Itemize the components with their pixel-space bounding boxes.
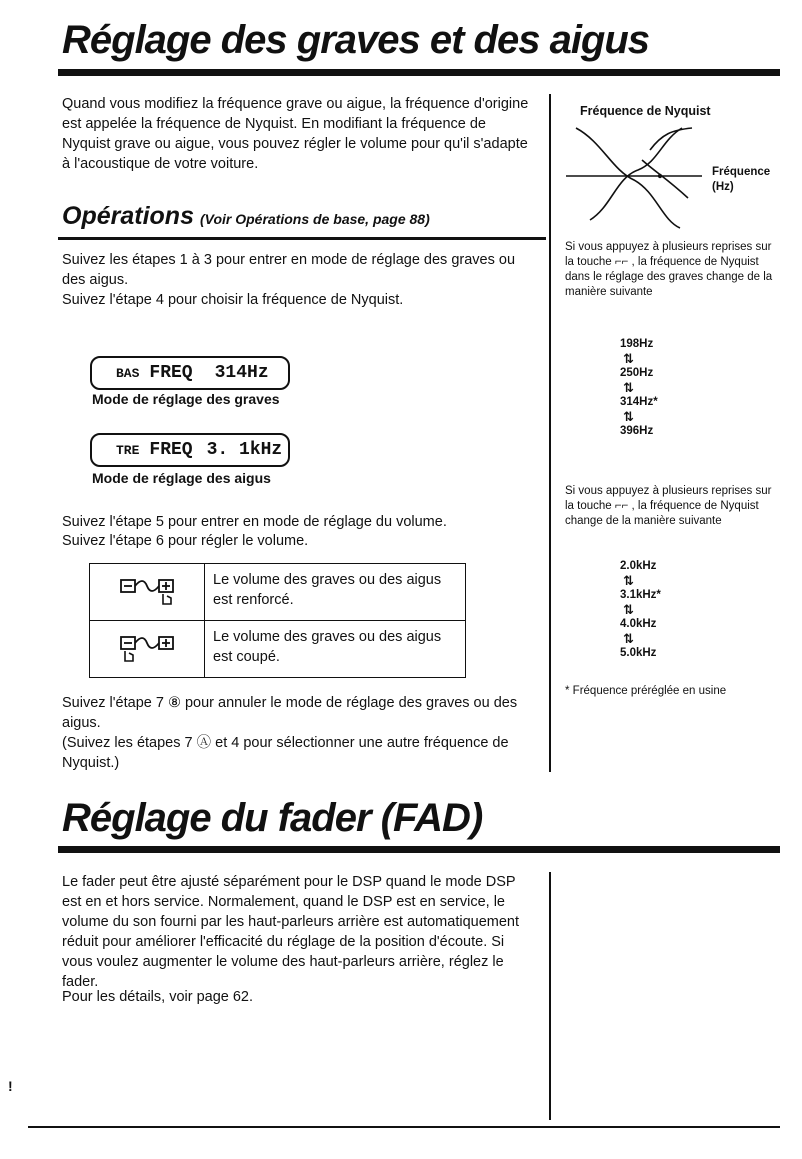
operations-title: Opérations [62,202,194,230]
fader-sidebar-divider [549,872,551,1120]
title-rule [58,69,780,76]
list-item: 250Hz [620,367,654,379]
sidebar-treble-note: Si vous appuyez à plusieurs reprises sur la touche ⌐⌐ , la fréquence de Nyquist change de la manière suivante [565,485,772,527]
operations-rule [58,237,546,240]
step-text-3: Suivez l'étape 5 pour entrer en mode de réglage du volume. [62,514,447,530]
arrow-updown-icon: ⇅ [623,380,634,395]
section-title-fader: Réglage du fader (FAD) [62,796,483,840]
step-text-5: Suivez l'étape 7 ⑧ pour annuler le mode de réglage des graves ou des aigus. [62,695,518,731]
icon-cell [90,564,205,621]
step-text-6: (Suivez les étapes 7 Ⓐ et 4 pour sélectionner une autre fréquence de Nyquist.) [62,735,509,771]
fader-body: Le fader peut être ajusté séparément pour le DSP quand le mode DSP est en et hors service. Normalement, quand le DSP est en service, le volume du son fourni par les haut-parleurs arrière est automatiquement réduit pour améliorer l'efficacité du réglage de la position d'écoute. Si vous voulez augmenter le volume des haut-parleurs arrière, réglez le fader. [62,874,519,990]
lcd-value: 3. 1kHz [206,440,283,460]
sidebar-bass-note: Si vous appuyez à plusieurs reprises sur la touche ⌐⌐ , la fréquence de Nyquist dans le réglage des graves change de la manière suivante [565,241,773,298]
treble-frequency-list [620,560,680,659]
lcd-display-treble [90,433,290,467]
table-row [90,621,466,678]
arrow-updown-icon: ⇅ [623,351,634,366]
list-item: 5.0kHz [620,647,657,659]
arrow-updown-icon: ⇅ [623,409,634,424]
step-text-2: Suivez l'étape 4 pour choisir la fréquence de Nyquist. [62,292,404,308]
section-title-bass-treble: Réglage des graves et des aigus [62,18,650,62]
volume-down-button-icon [117,629,177,665]
list-item: 396Hz [620,425,654,437]
fader-reference: Pour les détails, voir page 62. [62,989,254,1005]
operations-heading [62,202,430,231]
sidebar-divider [549,94,551,772]
arrow-updown-icon: ⇅ [623,602,634,617]
list-item: 198Hz [620,338,654,350]
graph-title: Fréquence de Nyquist [580,104,711,118]
graph-axis-label-1: Fréquence [712,166,771,178]
sidebar-footnote: * Fréquence préréglée en usine [565,685,727,697]
bass-frequency-list [620,338,680,437]
list-item: 3.1kHz* [620,589,661,601]
lcd-mode: FREQ [149,440,193,460]
intro-paragraph: Quand vous modifiez la fréquence grave ou aigue, la fréquence d'origine est appelée la fréquence de Nyquist. En modifiant la fréquence de Nyquist grave ou aigue, vous pouvez régler le volume pour qu'il s'adapte à l'acoustique de votre voiture. [62,96,529,172]
table-description: Le volume des graves ou des aigus est coupé. [205,621,466,678]
table-description: Le volume des graves ou des aigus est renforcé. [205,564,466,621]
step-text-4: Suivez l'étape 6 pour régler le volume. [62,533,309,549]
bottom-rule [28,1126,780,1128]
margin-mark: ! [8,1078,13,1094]
volume-up-button-icon [117,572,177,608]
table-row [90,564,466,621]
operations-note: (Voir Opérations de base, page 88) [199,211,430,227]
icon-cell [90,621,205,678]
fader-title-rule [58,846,780,853]
lcd-caption-bass: Mode de réglage des graves [92,391,280,407]
arrow-updown-icon: ⇅ [623,573,634,588]
lcd-label: TRE [116,442,140,458]
button-function-table [89,563,466,678]
list-item: 2.0kHz [620,560,657,572]
graph-axis-label-2: (Hz) [712,181,734,193]
list-item: 4.0kHz [620,618,657,630]
lcd-value: 314Hz [214,363,269,383]
lcd-display-bass [90,356,290,390]
step-text-1: Suivez les étapes 1 à 3 pour entrer en mode de réglage des graves ou des aigus. [62,252,516,288]
lcd-label: BAS [116,365,140,381]
lcd-mode: FREQ [149,363,193,383]
arrow-updown-icon: ⇅ [623,631,634,646]
graph-axis-label [712,165,770,195]
list-item: 314Hz* [620,396,658,408]
lcd-caption-treble: Mode de réglage des aigus [92,470,271,486]
